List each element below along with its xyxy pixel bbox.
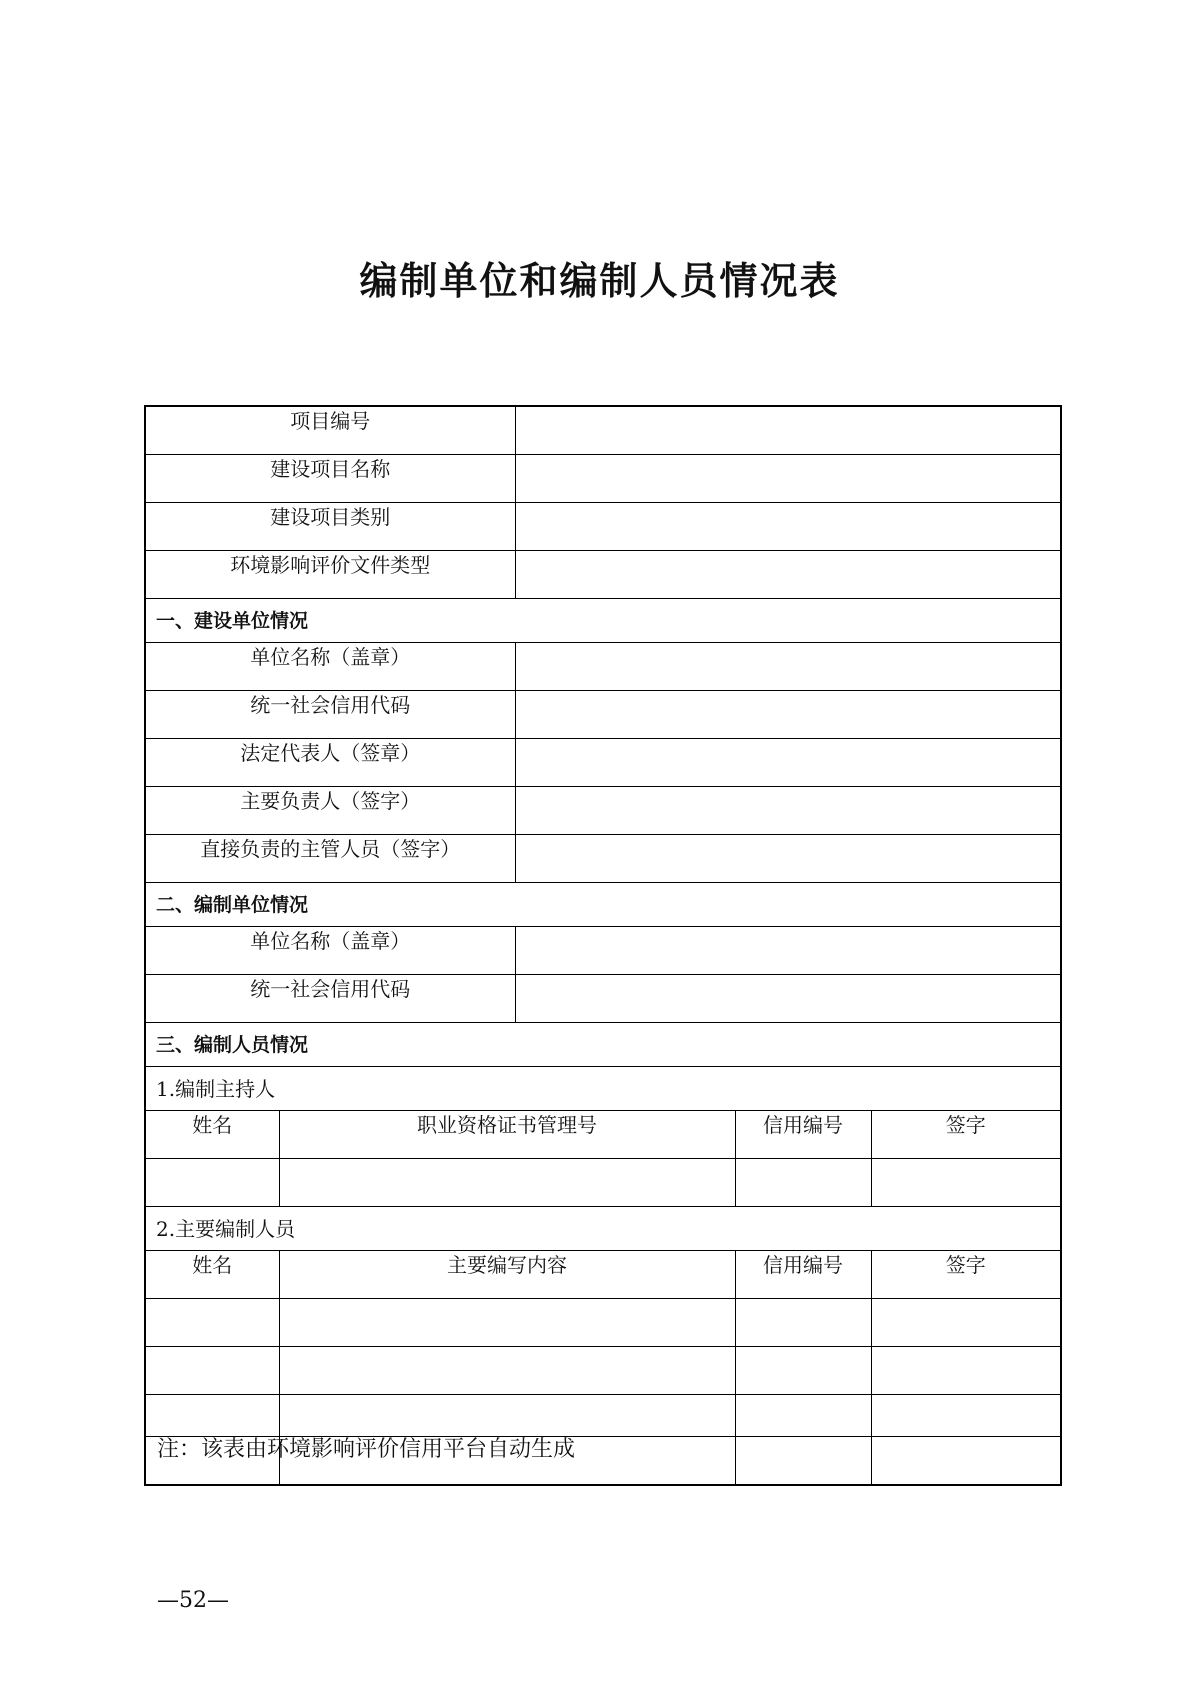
table-row — [145, 1067, 1061, 1111]
table-header-row — [145, 1251, 1061, 1299]
host-signature-cell[interactable] — [871, 1159, 1061, 1207]
column-header-credit-number: 信用编号 — [735, 1251, 871, 1299]
field-label-legal-representative: 法定代表人（签章） — [145, 739, 515, 787]
staff-credit-cell[interactable] — [735, 1299, 871, 1347]
column-header-name: 姓名 — [145, 1251, 279, 1299]
section-heading-compiling-unit: 二、编制单位情况 — [145, 883, 1061, 927]
field-label-unit-name: 单位名称（盖章） — [145, 643, 515, 691]
staff-content-cell[interactable] — [279, 1347, 735, 1395]
table-row — [145, 975, 1061, 1023]
field-label-principal: 主要负责人（签字） — [145, 787, 515, 835]
field-label-eia-file-type: 环境影响评价文件类型 — [145, 551, 515, 599]
staff-signature-cell[interactable] — [871, 1437, 1061, 1486]
field-value-credit-code[interactable] — [515, 691, 1061, 739]
section-heading-construction-unit: 一、建设单位情况 — [145, 599, 1061, 643]
table-row — [145, 787, 1061, 835]
info-form-table — [144, 405, 1062, 1486]
staff-credit-cell[interactable] — [735, 1437, 871, 1486]
staff-credit-cell[interactable] — [735, 1347, 871, 1395]
field-value-legal-representative[interactable] — [515, 739, 1061, 787]
staff-signature-cell[interactable] — [871, 1347, 1061, 1395]
host-credit-cell[interactable] — [735, 1159, 871, 1207]
column-header-signature: 签字 — [871, 1251, 1061, 1299]
column-header-certificate-number: 职业资格证书管理号 — [279, 1111, 735, 1159]
field-value-principal[interactable] — [515, 787, 1061, 835]
staff-name-cell[interactable] — [145, 1299, 279, 1347]
staff-signature-cell[interactable] — [871, 1395, 1061, 1437]
field-value-project-category[interactable] — [515, 503, 1061, 551]
field-label-compiling-credit-code: 统一社会信用代码 — [145, 975, 515, 1023]
table-row — [145, 551, 1061, 599]
table-row — [145, 599, 1061, 643]
staff-content-cell[interactable] — [279, 1299, 735, 1347]
table-row — [145, 691, 1061, 739]
field-label-project-number: 项目编号 — [145, 406, 515, 455]
table-row — [145, 643, 1061, 691]
host-certificate-cell[interactable] — [279, 1159, 735, 1207]
column-header-name: 姓名 — [145, 1111, 279, 1159]
table-row — [145, 927, 1061, 975]
section-heading-personnel: 三、编制人员情况 — [145, 1023, 1061, 1067]
field-label-project-category: 建设项目类别 — [145, 503, 515, 551]
field-value-eia-file-type[interactable] — [515, 551, 1061, 599]
column-header-signature: 签字 — [871, 1111, 1061, 1159]
table-row — [145, 1023, 1061, 1067]
table-row — [145, 1299, 1061, 1347]
field-label-compiling-unit-name: 单位名称（盖章） — [145, 927, 515, 975]
staff-content-cell[interactable] — [279, 1395, 735, 1437]
host-name-cell[interactable] — [145, 1159, 279, 1207]
table-row — [145, 1347, 1061, 1395]
column-header-credit-number: 信用编号 — [735, 1111, 871, 1159]
table-row — [145, 1395, 1061, 1437]
column-header-writing-content: 主要编写内容 — [279, 1251, 735, 1299]
table-row — [145, 406, 1061, 455]
field-value-unit-name[interactable] — [515, 643, 1061, 691]
staff-name-cell[interactable] — [145, 1395, 279, 1437]
table-row — [145, 835, 1061, 883]
field-label-project-name: 建设项目名称 — [145, 455, 515, 503]
footnote: 注：该表由环境影响评价信用平台自动生成 — [157, 1437, 576, 1462]
field-value-compiling-unit-name[interactable] — [515, 927, 1061, 975]
table-row — [145, 1207, 1061, 1251]
table-row — [145, 455, 1061, 503]
table-header-row — [145, 1111, 1061, 1159]
subheading-host: 1.编制主持人 — [145, 1067, 1061, 1111]
field-label-credit-code: 统一社会信用代码 — [145, 691, 515, 739]
field-value-project-name[interactable] — [515, 455, 1061, 503]
page-number: —52— — [157, 1588, 229, 1613]
field-value-compiling-credit-code[interactable] — [515, 975, 1061, 1023]
field-value-project-number[interactable] — [515, 406, 1061, 455]
staff-credit-cell[interactable] — [735, 1395, 871, 1437]
table-row — [145, 503, 1061, 551]
staff-signature-cell[interactable] — [871, 1299, 1061, 1347]
table-row — [145, 883, 1061, 927]
field-value-supervisor[interactable] — [515, 835, 1061, 883]
field-label-supervisor: 直接负责的主管人员（签字） — [145, 835, 515, 883]
staff-name-cell[interactable] — [145, 1347, 279, 1395]
subheading-main-staff: 2.主要编制人员 — [145, 1207, 1061, 1251]
table-row — [145, 1159, 1061, 1207]
table-row — [145, 739, 1061, 787]
page-title: 编制单位和编制人员情况表 — [359, 259, 840, 303]
